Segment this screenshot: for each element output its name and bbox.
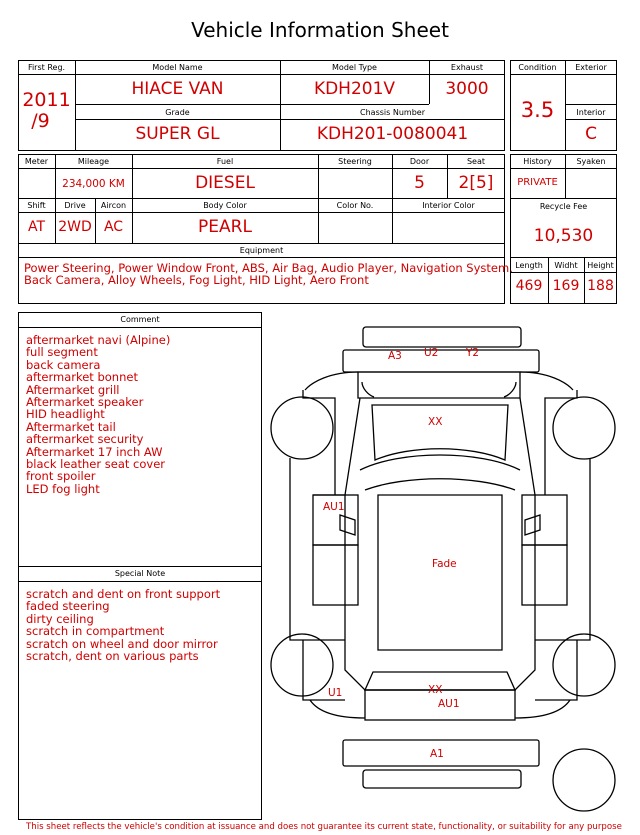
seat-label: Seat (466, 157, 486, 166)
aircon-value: AC (103, 219, 124, 235)
special-note-label: Special Note (114, 569, 166, 578)
equipment-line-2: Back Camera, Alloy Wheels, Fog Light, HID Light, Aero Front (24, 273, 369, 287)
length-value: 469 (515, 278, 543, 294)
width-label: Widht (554, 261, 578, 270)
equipment-label: Equipment (239, 246, 284, 255)
color-no-label: Color No. (336, 201, 374, 210)
damage-mark-xx-top: XX (428, 416, 443, 428)
car-damage-diagram (270, 320, 630, 820)
grade-value: SUPER GL (135, 124, 220, 144)
damage-mark-y2: Y2 (466, 347, 480, 359)
damage-mark-u1: U1 (328, 687, 343, 699)
list-item: back camera (26, 357, 101, 372)
condition-label: Condition (518, 63, 557, 72)
list-item: black leather seat cover (26, 457, 165, 472)
model-type-value: KDH201V (313, 79, 396, 99)
shift-value: AT (27, 219, 46, 235)
seat-value: 2[5] (458, 173, 494, 193)
body-color-value: PEARL (198, 217, 252, 237)
damage-mark-a3: A3 (388, 350, 402, 362)
list-item: LED fog light (26, 481, 100, 496)
page-title: Vehicle Information Sheet (191, 18, 449, 42)
list-item: Aftermarket tail (26, 419, 116, 434)
list-item: scratch, dent on various parts (26, 649, 199, 664)
condition-value: 3.5 (520, 98, 555, 122)
model-type-label: Model Type (332, 63, 377, 72)
chassis-label: Chassis Number (360, 108, 425, 117)
recycle-fee-label: Recycle Fee (539, 202, 588, 211)
mileage-label: Mileage (77, 157, 110, 166)
damage-mark-au1-left: AU1 (323, 501, 345, 513)
list-item: front spoiler (26, 469, 96, 484)
height-label: Height (587, 261, 614, 270)
interior-value: C (585, 124, 597, 144)
length-label: Length (515, 261, 543, 270)
fuel-value: DIESEL (195, 173, 255, 193)
list-item: full segment (26, 345, 98, 360)
damage-mark-a1: A1 (430, 748, 444, 760)
damage-mark-au1-rear: AU1 (438, 698, 460, 710)
exterior-label: Exterior (575, 63, 607, 72)
list-item: Aftermarket 17 inch AW (26, 444, 163, 459)
door-label: Door (409, 157, 430, 166)
syaken-label: Syaken (576, 157, 606, 166)
list-item: Aftermarket speaker (26, 395, 144, 410)
history-label: History (523, 157, 552, 166)
damage-mark-u2: U2 (424, 347, 439, 359)
footer-disclaimer: This sheet reflects the vehicle's condition at issuance and does not guarantee its current state, functionality, or suitability for any purpose (26, 822, 622, 832)
list-item: scratch and dent on front support (26, 587, 221, 601)
shift-label: Shift (27, 201, 46, 210)
height-value: 188 (587, 278, 614, 294)
fuel-label: Fuel (216, 157, 234, 166)
exhaust-value: 3000 (445, 79, 489, 99)
damage-mark-xx-rear: XX (428, 684, 443, 696)
drive-value: 2WD (58, 219, 92, 235)
comment-label: Comment (120, 315, 160, 324)
first-reg-label: First Reg. (27, 63, 66, 72)
list-item: scratch in compartment (26, 624, 165, 639)
width-value: 169 (552, 278, 580, 294)
interior-color-label: Interior Color (422, 201, 475, 210)
door-value: 5 (414, 173, 425, 193)
equipment-line-1: Power Steering, Power Window Front, ABS, Air Bag, Audio Player, Navigation System, (24, 261, 513, 275)
history-value: PRIVATE (517, 177, 558, 188)
list-item: aftermarket navi (Alpine) (26, 333, 171, 347)
grade-label: Grade (165, 108, 190, 117)
comment-list (26, 334, 170, 495)
interior-label: Interior (576, 108, 606, 117)
steering-label: Steering (338, 157, 372, 166)
body-color-label: Body Color (203, 201, 247, 210)
mileage-value: 234,000 KM (62, 178, 125, 190)
meter-label: Meter (24, 157, 49, 166)
chassis-value: KDH201-0080041 (316, 124, 469, 144)
model-name-value: HIACE VAN (131, 79, 224, 99)
list-item: aftermarket bonnet (26, 370, 138, 385)
first-reg-year: 2011 (22, 89, 71, 111)
model-name-label: Model Name (152, 63, 203, 72)
first-reg-month: /9 (31, 110, 50, 132)
damage-mark-fade: Fade (432, 558, 457, 570)
special-note-list (26, 588, 220, 662)
recycle-fee-value: 10,530 (533, 226, 594, 246)
exhaust-label: Exhaust (450, 63, 484, 72)
list-item: faded steering (26, 599, 110, 614)
list-item: aftermarket security (26, 432, 144, 447)
list-item: dirty ceiling (26, 611, 94, 626)
list-item: scratch on wheel and door mirror (26, 636, 218, 651)
list-item: Aftermarket grill (26, 382, 120, 397)
list-item: HID headlight (26, 407, 105, 422)
drive-label: Drive (64, 201, 86, 210)
aircon-label: Aircon (100, 201, 127, 210)
